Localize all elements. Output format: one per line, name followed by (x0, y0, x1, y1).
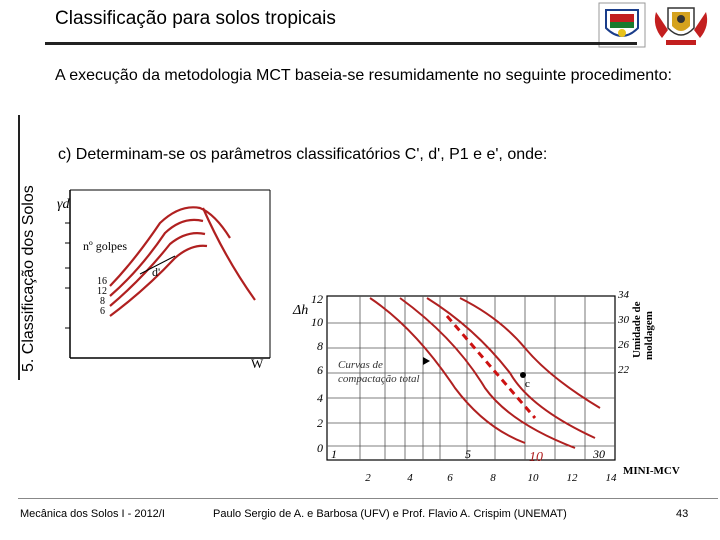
mini-mcv-y-ticks (311, 292, 323, 455)
x-tick-top: 30 (593, 447, 605, 461)
y-tick: 12 (311, 292, 323, 306)
curves-label-1: Curvas de (338, 359, 383, 371)
compaction-curves (110, 207, 230, 316)
mini-mcv-xlabel: MINI-MCV (623, 465, 680, 477)
footer-course: Mecânica dos Solos I - 2012/I (20, 508, 165, 520)
y-tick: 2 (317, 416, 323, 430)
compaction-ylabel: γd (57, 197, 70, 212)
moisture-tick: 26 (618, 339, 629, 351)
section-label: 5. Classificação dos Solos (20, 185, 37, 372)
y-tick: 6 (317, 363, 323, 377)
y-tick: 4 (317, 391, 323, 405)
moisture-tick: 34 (618, 289, 629, 301)
x-tick-top: 5 (465, 447, 471, 461)
curves-label-2: compactação total (338, 373, 420, 385)
footer-divider (18, 498, 718, 499)
mini-mcv-chart (292, 289, 680, 484)
saturation-line (203, 208, 255, 300)
golpes-value: 16 (97, 276, 107, 287)
intro-paragraph: A execução da metodologia MCT baseia-se resumidamente no seguinte procedimento: (55, 67, 672, 84)
x-tick-bottom: 8 (490, 472, 496, 484)
moisture-label-1: Umidade de (631, 301, 643, 358)
page-number: 43 (676, 508, 689, 520)
mini-mcv-right-ticks (617, 289, 630, 376)
x-tick-bottom: 14 (605, 472, 617, 484)
unemat-logo (650, 2, 712, 48)
x-tick-bottom: 10 (527, 472, 539, 484)
d-prime-label: d' (152, 265, 161, 279)
compaction-xlabel: W (251, 356, 264, 371)
y-tick: 8 (317, 339, 323, 353)
golpes-value: 6 (100, 306, 105, 317)
golpes-value: 8 (100, 296, 105, 307)
y-tick: 0 (317, 441, 323, 455)
golpes-value: 12 (97, 286, 107, 297)
curves-arrow-icon (423, 357, 430, 365)
c-label: c (525, 378, 530, 390)
title-divider (45, 42, 637, 45)
x-tick-top: 1 (331, 447, 337, 461)
c-prime-dashed-line (447, 316, 535, 418)
y-tick: 10 (311, 315, 323, 329)
mct-figure (55, 178, 680, 484)
mini-mcv-x-ticks-top (331, 447, 605, 465)
golpes-label: nº golpes (83, 239, 128, 253)
x-tick-bottom: 12 (566, 472, 578, 484)
mini-mcv-x-ticks-bottom (365, 472, 617, 484)
slide-title: Classificação para solos tropicais (55, 8, 336, 29)
compaction-chart (57, 190, 270, 371)
point-c-text: c) Determinam-se os parâmetros classificatórios C', d', P1 e e', onde: (58, 146, 548, 163)
moisture-label-2: moldagem (643, 311, 655, 360)
x-tick-bottom: 2 (365, 472, 371, 484)
x-tick-top-highlight: 10 (529, 450, 543, 465)
moisture-tick: 22 (618, 364, 629, 376)
mini-mcv-ylabel: Δh (293, 303, 309, 318)
x-tick-bottom: 4 (407, 472, 413, 484)
moisture-tick: 30 (618, 314, 629, 326)
footer-authors: Paulo Sergio de A. e Barbosa (UFV) e Prof. Flavio A. Crispim (UNEMAT) (213, 508, 567, 520)
x-tick-bottom: 6 (447, 472, 453, 484)
